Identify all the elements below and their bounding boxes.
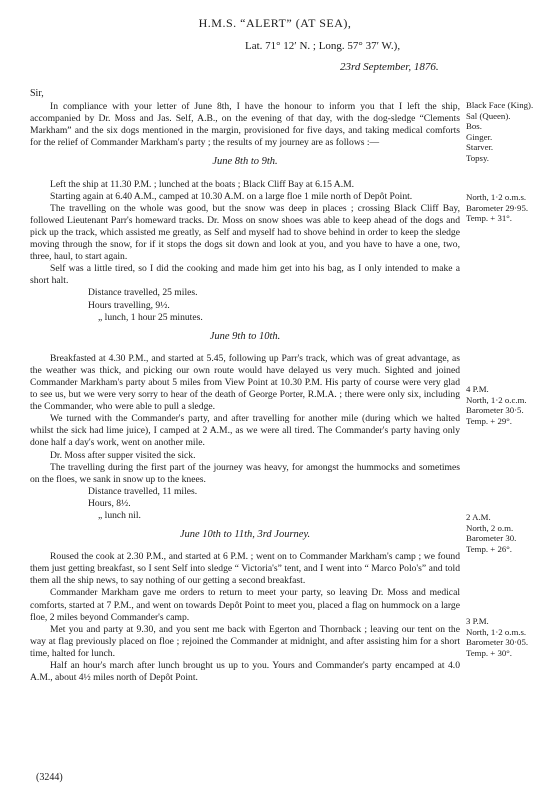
header-title: H.M.S. “ALERT” (AT SEA),: [198, 16, 352, 30]
dog-name: Ginger.: [466, 131, 493, 142]
paragraph: Left the ship at 11.30 P.M. ; lunched at the boats ; Black Cliff Bay at 6.15 A.M.: [50, 178, 355, 190]
weather-line: North, 1·2 o.m.s.: [466, 192, 527, 202]
intro-paragraph: In compliance with your letter of June 8th, I have the honour to inform you that I left the ship, accompanied by Dr. Moss and Jas. Self, A.B., on the evening of that day, with the dog-sledge “Clements Markham” and the six dogs mentioned in the margin, provisioned for five days, and taking medical comforts for the relief of Commander Markham's party ; the results of my journey are as follows :—: [30, 101, 460, 149]
dog-name: Bos.: [466, 121, 482, 132]
paragraph: Half an hour's march after lunch brought us up to you. Yours and Commander's party encamped at 4.0 A.M., about 4½ miles north of Depôt Point.: [30, 660, 460, 684]
margin-weather-note: [466, 512, 548, 554]
weather-line: Barometer 29·95.: [466, 202, 529, 213]
dog-name: Sal (Queen).: [466, 110, 511, 121]
weather-line: 2 A.M.: [466, 512, 491, 522]
section-heading-1: June 8th to 9th.: [212, 156, 278, 168]
paragraph: Starting again at 6.40 A.M., camped at 10.30 A.M. on a large floe 1 mile north of Depôt Point.: [50, 190, 413, 202]
dog-name: Starver.: [466, 142, 494, 153]
stat-line: Hours travelling, 9½.: [88, 299, 170, 311]
header-date: 23rd September, 1876.: [340, 61, 439, 73]
page-footer-number: (3244): [36, 772, 63, 783]
margin-weather-note: [466, 616, 548, 658]
weather-line: Temp. + 26°.: [466, 543, 512, 554]
weather-line: North, 1·2 o.c.m.: [466, 394, 527, 405]
weather-line: Temp. + 31°.: [466, 213, 512, 224]
stat-line: Distance travelled, 11 miles.: [88, 485, 198, 497]
stat-line: Distance travelled, 25 miles.: [88, 287, 198, 299]
weather-line: 4 P.M.: [466, 384, 489, 394]
margin-weather-note: [466, 384, 548, 426]
header-position: Lat. 71° 12′ N. ; Long. 57° 37′ W.),: [245, 40, 401, 52]
salutation: Sir,: [30, 88, 44, 99]
paragraph: Met you and party at 9.30, and you sent me back with Egerton and Thornback ; leaving our tent on the way at flag previously placed on floe ; rejoined the Commander at midnight, and after assisting him for a short time, halted for lunch.: [30, 623, 460, 659]
weather-line: North, 2 o.m.: [466, 522, 514, 533]
paragraph: Roused the cook at 2.30 P.M., and started at 6 P.M. ; went on to Commander Markham's camp ; we found them just getting breakfast, so I sent Self into sledge “ Victoria's” tent, and I went into “ Marco Polo's” and told them all the ship news, to say nothing of our getting a second breakfast.: [30, 551, 460, 587]
margin-dog-list: [466, 100, 548, 164]
weather-line: North, 1·2 o.m.s.: [466, 626, 527, 637]
section-heading-2: June 9th to 10th.: [209, 330, 281, 342]
paragraph: Commander Markham gave me orders to return to meet your party, so leaving Dr. Moss and medical comforts, started at 7 P.M., and went on towards Depôt Point to meet you, placed a flag on hummock on a large floe, 2 miles beyond Commander's camp.: [30, 587, 460, 623]
paragraph: Dr. Moss after supper visited the sick.: [50, 449, 196, 461]
stat-line: „ lunch, 1 hour 25 minutes.: [98, 311, 203, 323]
paragraph: Self was a little tired, so I did the cooking and made him get into his bag, as I only intended to make a short halt.: [30, 263, 460, 287]
weather-line: Barometer 30.: [466, 533, 517, 544]
paragraph: We turned with the Commander's party, and after travelling for another mile (during which we halted whilst the sick had lime juice), I camped at 2 A.M., as we were all tired. The Commander's party having only done half a day's work, went on another mile.: [30, 413, 460, 449]
paragraph: Breakfasted at 4.30 P.M., and started at 5.45, following up Parr's track, which was of great advantage, as the weather was thick, and picking our own route would have delayed us very much. Sighted and joined Commander Markham's party about 5 miles from View Point at 10.30 P.M. His party of course were very glad to see us, but we were very sorry to hear of the death of George Porter, R.M.A. ; there were only six, including the Commander, who were able to pull a sledge.: [30, 352, 460, 413]
weather-line: Barometer 30·05.: [466, 637, 529, 648]
margin-weather-note: [466, 192, 548, 224]
weather-line: Temp. + 29°.: [466, 415, 512, 426]
letter-body: [30, 88, 460, 684]
section-heading-3: June 10th to 11th, 3rd Journey.: [179, 529, 311, 541]
stat-line: „ lunch nil.: [98, 510, 141, 521]
paragraph: The travelling on the whole was good, but the snow was deep in places ; crossing Black Cliff Bay, followed Lieutenant Parr's homeward tracks. Dr. Moss on snow shoes was able to keep ahead of the dogs and pick up the track, which assisted me greatly, as Self and myself had to shove behind in order to keep the sledge moving through the snow, for if it stops the dogs sit down and look at you, and you have to have a one, two, three, haul, to start again.: [30, 202, 460, 263]
dog-name: Topsy.: [466, 152, 490, 163]
weather-line: Temp. + 30°.: [466, 647, 512, 658]
paragraph: The travelling during the first part of the journey was heavy, for amongst the hummocks and sometimes on the floes, we sank in snow up to the knees.: [30, 461, 460, 485]
stat-line: Hours, 8½.: [88, 497, 131, 509]
dog-name: Black Face (King).: [466, 100, 534, 110]
weather-line: Barometer 30·5.: [466, 405, 524, 416]
weather-line: 3 P.M.: [466, 616, 489, 626]
